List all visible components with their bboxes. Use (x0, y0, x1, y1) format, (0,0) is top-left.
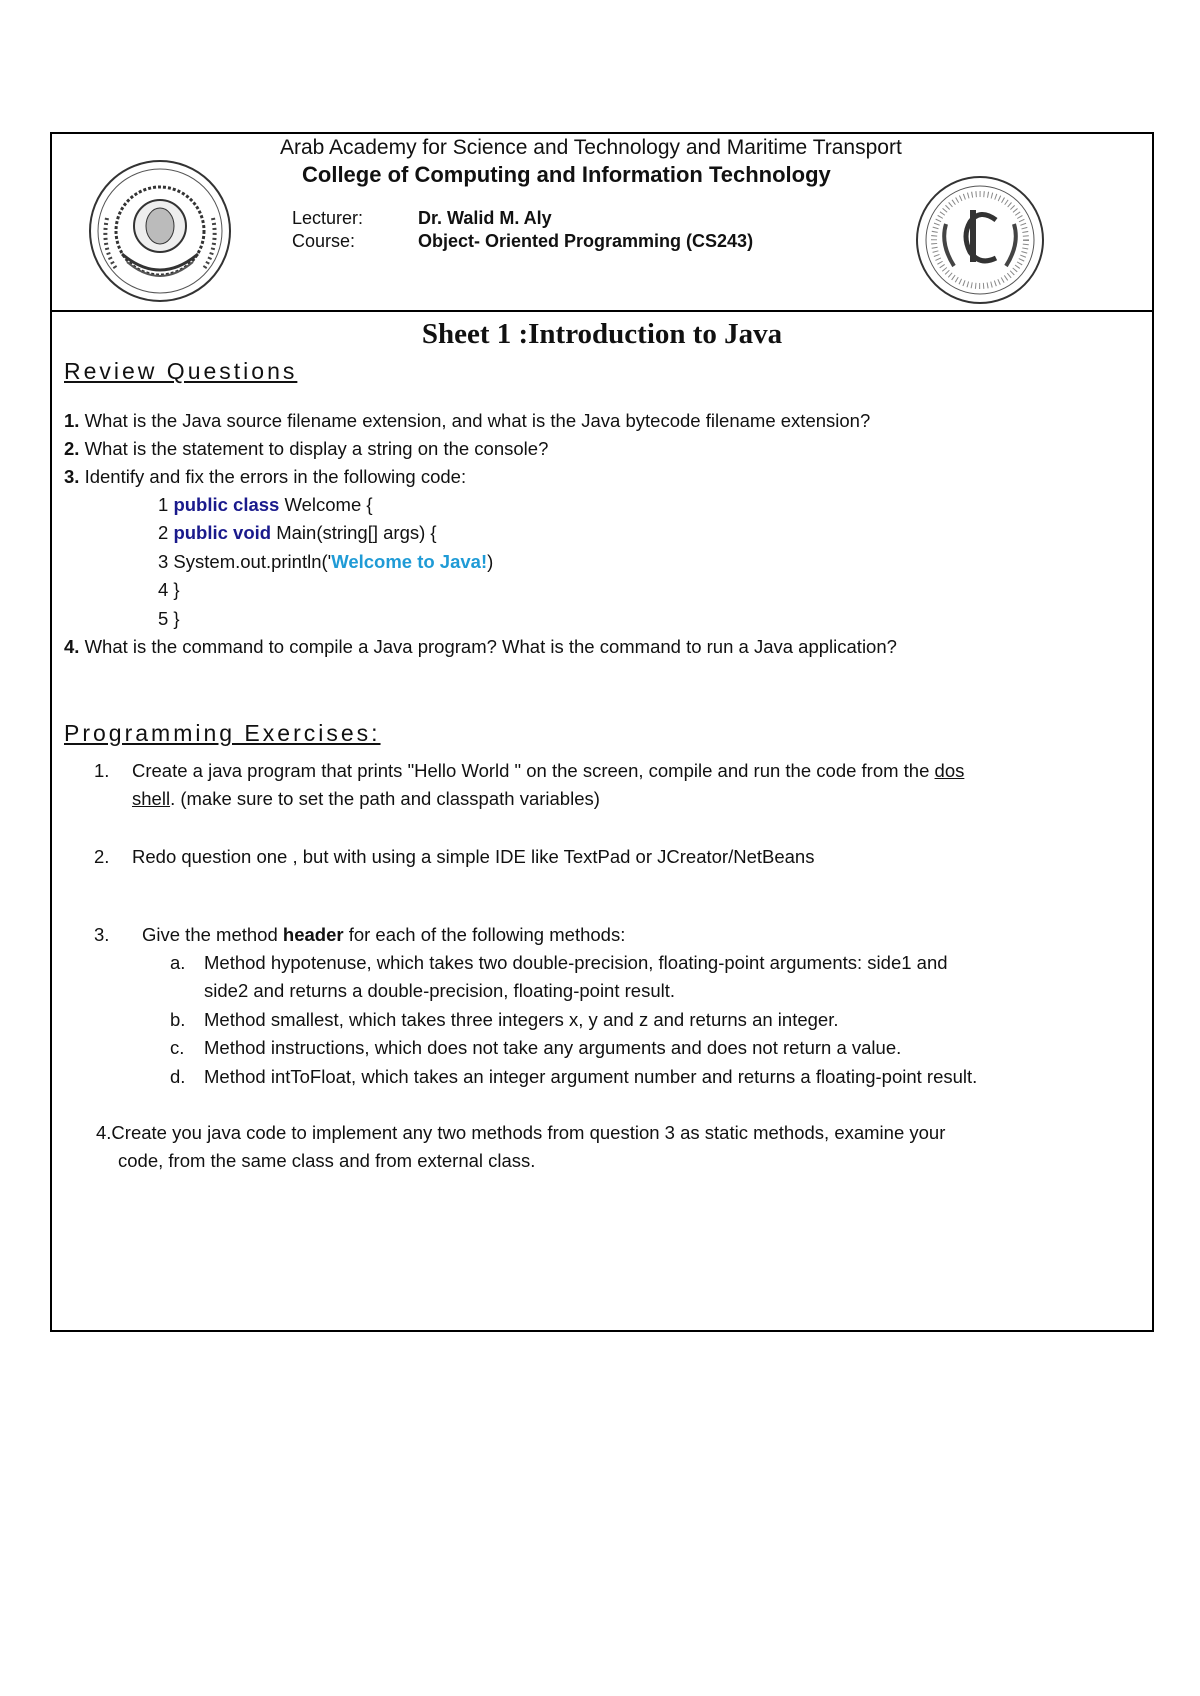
question-number: 2. (64, 438, 80, 459)
lecturer-label: Lecturer: (292, 208, 364, 228)
question-text: Identify and fix the errors in the following code: (79, 466, 467, 487)
exercise-bold-text: header (282, 924, 344, 945)
exercise-text: Create a java program that prints "Hello World " on the screen, compile and run the code from the (132, 760, 935, 781)
academy-seal-logo (87, 158, 233, 304)
code-line-number: 1 (158, 494, 174, 515)
review-question-1 (64, 410, 870, 432)
review-question-3 (64, 466, 466, 488)
question-number: 1. (64, 410, 80, 431)
question-text: What is the statement to display a string on the console? (79, 438, 549, 459)
review-question-4 (64, 636, 897, 658)
sub-item-c-label: c. (170, 1037, 185, 1058)
question-text: What is the Java source filename extension, and what is the Java bytecode filename extension? (79, 410, 871, 431)
sub-item-d-text: Method intToFloat, which takes an integer argument number and returns a floating-point result. (204, 1066, 978, 1087)
question-number: 4. (64, 636, 80, 657)
exercise-text: . (make sure to set the path and classpath variables) (170, 788, 600, 809)
code-keyword: public class (173, 494, 280, 515)
sub-item-a-continuation: side2 and returns a double-precision, floating-point result. (204, 980, 676, 1001)
document-frame (50, 132, 1154, 1332)
code-text: 3 System.out.println(' (158, 551, 332, 572)
code-line-2 (158, 522, 437, 544)
review-question-2 (64, 438, 548, 460)
code-text: ) (487, 551, 494, 572)
lecturer-name: Dr. Walid M. Aly (418, 208, 552, 228)
course-label: Course: (292, 231, 356, 251)
sub-item-b-label: b. (170, 1009, 186, 1030)
exercise-1-number: 1. (94, 760, 110, 781)
sub-item-a-label: a. (170, 952, 186, 973)
review-questions-heading: Review Questions (64, 358, 298, 384)
sub-item-a-text: Method hypotenuse, which takes two double-precision, floating-point arguments: side1 and (204, 952, 948, 973)
code-line-3 (158, 551, 493, 573)
code-string: Welcome to Java! (331, 551, 488, 572)
exercise-underlined-text: dos (934, 760, 965, 781)
institution-name: Arab Academy for Science and Technology and Maritime Transport (280, 136, 902, 159)
exercise-underlined-text: shell (132, 788, 171, 809)
exercise-4-line-2: code, from the same class and from external class. (118, 1150, 536, 1171)
exercise-text: for each of the following methods: (343, 924, 626, 945)
sub-item-c-text: Method instructions, which does not take any arguments and does not return a value. (204, 1037, 902, 1058)
exercise-2-text: Redo question one , but with using a simple IDE like TextPad or JCreator/NetBeans (132, 846, 815, 867)
question-number: 3. (64, 466, 80, 487)
header-divider (52, 310, 1152, 312)
code-text: Welcome { (279, 494, 373, 515)
question-text: What is the command to compile a Java program? What is the command to run a Java application? (79, 636, 897, 657)
code-line-1 (158, 494, 373, 516)
college-seal-logo (914, 174, 1046, 306)
sub-item-b-text: Method smallest, which takes three integers x, y and z and returns an integer. (204, 1009, 839, 1030)
exercise-2-number: 2. (94, 846, 110, 867)
code-line-4: 4 } (158, 579, 180, 600)
sheet-title: Sheet 1 :Introduction to Java (421, 318, 783, 350)
exercise-1-line-2 (132, 788, 600, 810)
exercise-3-number: 3. (94, 924, 110, 945)
exercise-1-line-1 (132, 760, 964, 782)
exercise-4-line-1: 4.Create you java code to implement any two methods from question 3 as static methods, examine your (96, 1122, 946, 1143)
code-keyword: public void (173, 522, 272, 543)
code-line-5: 5 } (158, 608, 180, 629)
exercise-3-text (142, 924, 625, 946)
code-text: Main(string[] args) { (271, 522, 437, 543)
college-name: College of Computing and Information Technology (302, 162, 831, 187)
programming-exercises-heading: Programming Exercises: (64, 720, 381, 746)
sub-item-d-label: d. (170, 1066, 186, 1087)
course-name: Object- Oriented Programming (CS243) (418, 231, 754, 251)
exercise-text: Give the method (142, 924, 283, 945)
code-line-number: 2 (158, 522, 174, 543)
